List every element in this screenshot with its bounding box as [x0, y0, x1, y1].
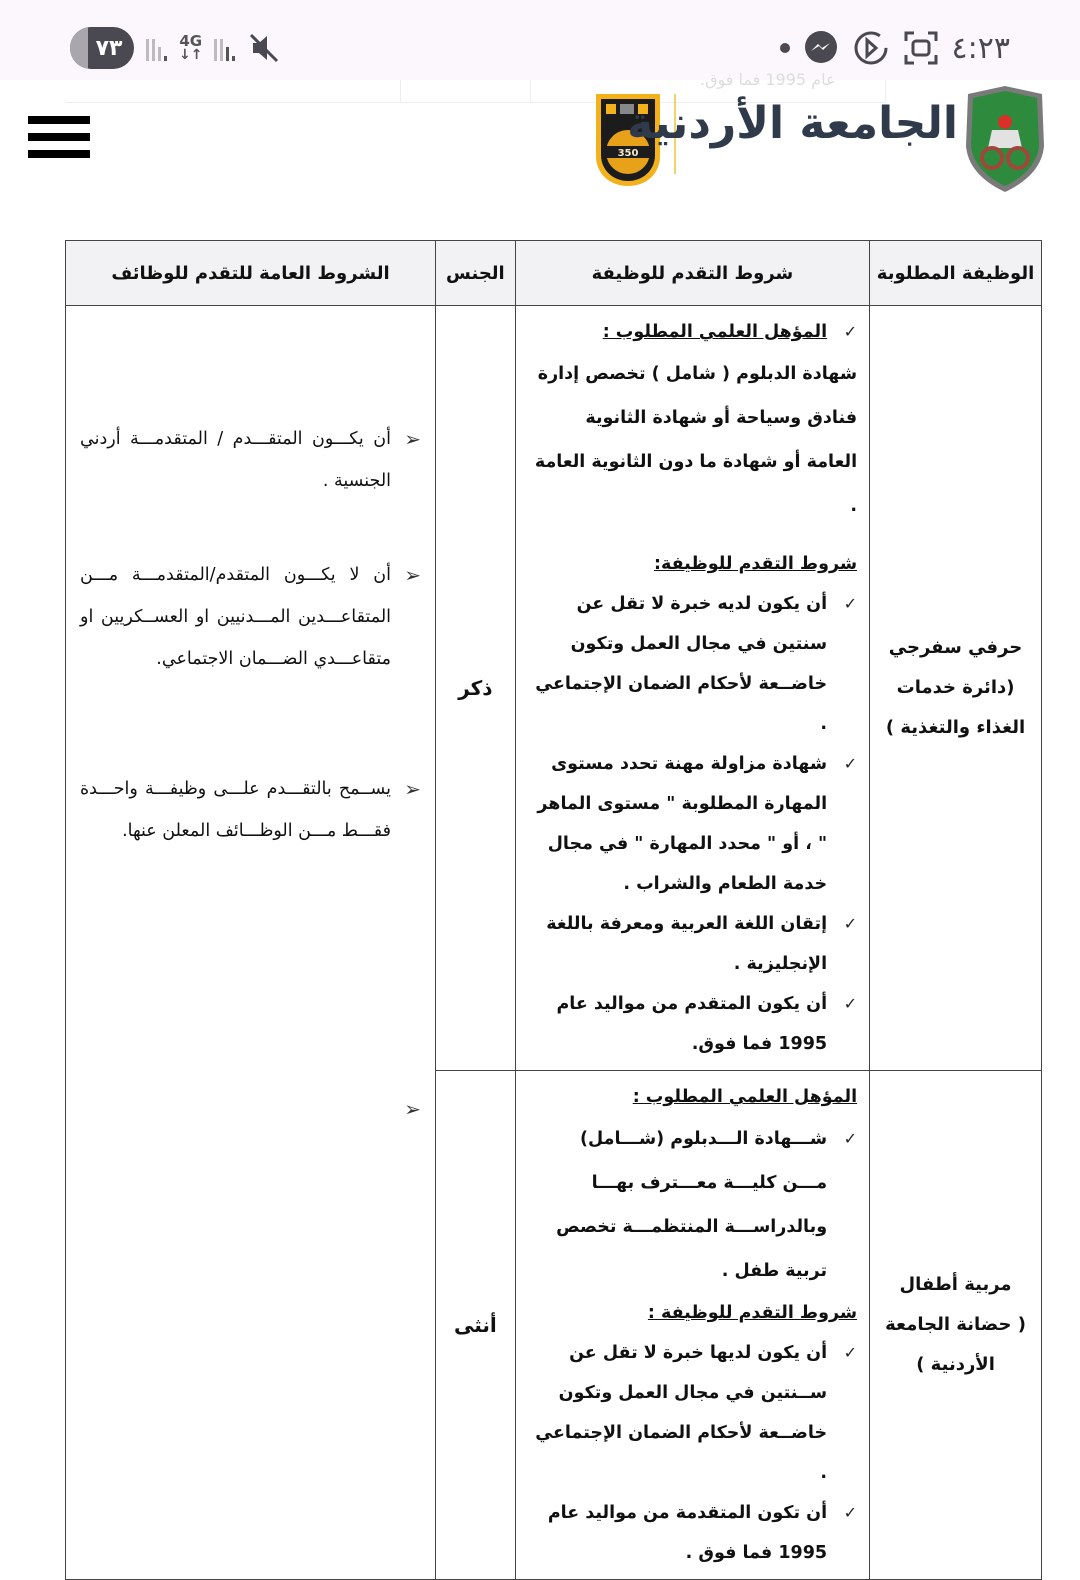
check-icon: ✓ — [843, 914, 858, 933]
check-icon: ✓ — [843, 754, 858, 773]
check-icon: ✓ — [843, 322, 858, 341]
general-condition-item: ➢ أن لا يكـــون المتقدم/المتقدمـــة مـــن المتقاعـــدين المـــدنيين او العســكريين او متقاعـــدي الضـــمان الاجتماعي. — [80, 554, 421, 680]
general-conditions-cell — [66, 306, 436, 1580]
data-saver-icon — [852, 29, 890, 67]
arrow-bullet-icon: ➢ — [404, 427, 422, 451]
job-title-line: (دائرة خدمات — [896, 677, 1015, 698]
clock: ٤:٢٣ — [951, 30, 1010, 66]
job-conditions-cell — [515, 306, 869, 1071]
university-name: الجامعة الأردنية — [627, 98, 958, 149]
job-title-line: الأردنية ) — [916, 1354, 995, 1375]
header-job: الوظيفة المطلوبة — [870, 241, 1042, 306]
check-icon: ✓ — [843, 1129, 858, 1148]
table-header-row — [66, 241, 1042, 306]
qualification-text: شهادة الدبلوم ( شامل ) تخصص إدارة فنادق وسياحة أو شهادة الثانوية العامة أو شهادة ما دون الثانوية العامة . — [534, 364, 858, 516]
table-row — [66, 306, 1042, 1071]
qualification-item: ✓ شـــهادة الـــدبلوم (شـــامل) مـــن كليـــة معـــترف بهـــا وبالدراســـة المنتظمـــة تخصص تربية طفل . — [530, 1117, 857, 1293]
job-title-line: حرفي سفرجي — [888, 637, 1023, 658]
qualification-title: المؤهل العلمي المطلوب : — [602, 322, 828, 342]
condition-item: ✓ أن تكون المتقدمة من مواليد عام 1995 فما فوق . — [530, 1493, 857, 1573]
mute-icon — [247, 31, 281, 65]
job-title-line: مربية أطفال — [899, 1274, 1012, 1295]
status-bar — [0, 0, 1080, 80]
job-title-line: ( حضانة الجامعة — [885, 1314, 1026, 1335]
signal-icon-2 — [214, 35, 235, 61]
arrow-bullet-icon: ➢ — [404, 777, 422, 801]
university-shield-icon — [962, 84, 1048, 194]
gender-cell: ذكر — [436, 306, 516, 1071]
header-general-conditions: الشروط العامة للتقدم للوظائف — [66, 241, 436, 306]
condition-item: ✓ أن يكون لديها خبرة لا تقل عن ســنتين في مجال العمل وتكون خاضــعة لأحكام الضمان الإجتماعي . — [530, 1333, 857, 1493]
hamburger-menu-button[interactable] — [28, 116, 90, 160]
status-left — [70, 26, 281, 70]
general-condition-item-empty — [80, 1088, 421, 1130]
network-type: 4G ↓↑ — [179, 32, 203, 63]
screenshot-icon — [902, 29, 940, 67]
condition-item: ✓ شهادة مزاولة مهنة تحدد مستوى المهارة المطلوبة " مستوى الماهر " ، أو " محدد المهارة " في مجال خدمة الطعام والشراب . — [530, 744, 857, 904]
job-conditions-cell — [515, 1071, 869, 1580]
university-logo[interactable] — [590, 84, 1050, 194]
condition-item: ✓ إتقان اللغة العربية ومعرفة باللغة الإنجليزية . — [530, 904, 857, 984]
status-right — [780, 26, 1010, 70]
conditions-title: شروط التقدم للوظيفة : — [647, 1303, 858, 1323]
header-gender: الجنس — [436, 241, 516, 306]
ghost-text: عام 1995 فما فوق. — [700, 70, 836, 89]
badge-350-text: 350 — [617, 148, 639, 159]
job-title-line: الغذاء والتغذية ) — [885, 717, 1026, 738]
condition-item: ✓ أن يكون المتقدم من مواليد عام 1995 فما فوق. — [530, 984, 857, 1064]
signal-icon — [146, 35, 167, 61]
hamburger-icon — [28, 116, 90, 124]
condition-item: ✓ أن يكون لديه خبرة لا تقل عن سنتين في مجال العمل وتكون خاضــعة لأحكام الضمان الإجتماعي . — [530, 584, 857, 744]
general-condition-item: ➢ أن يكـــون المتقـــدم / المتقدمـــة أردني الجنسية . — [80, 418, 421, 502]
check-icon: ✓ — [843, 994, 858, 1013]
messenger-icon — [802, 29, 840, 67]
conditions-title: شروط التقدم للوظيفة: — [653, 554, 858, 574]
notification-dot — [780, 43, 790, 53]
arrow-bullet-icon: ➢ — [404, 1097, 422, 1121]
qualification-title: المؤهل العلمي المطلوب : — [632, 1087, 858, 1107]
battery-level: ٧٣ — [95, 35, 123, 61]
jobs-table — [65, 240, 1042, 1580]
arrow-bullet-icon: ➢ — [404, 563, 422, 587]
gender-cell: أنثى — [436, 1071, 516, 1580]
header-conditions: شروط التقدم للوظيفة — [515, 241, 869, 306]
check-icon: ✓ — [843, 594, 858, 613]
check-icon: ✓ — [843, 1503, 858, 1522]
qualification-heading-item — [530, 312, 857, 352]
battery-indicator — [70, 27, 134, 69]
check-icon: ✓ — [843, 1343, 858, 1362]
job-title-cell — [870, 1071, 1042, 1580]
job-title-cell — [870, 306, 1042, 1071]
general-condition-item: ➢ يســمح بالتقـــدم علـــى وظيفـــة واحـــدة فقـــط مـــن الوظـــائف المعلن عنها. — [80, 768, 421, 852]
